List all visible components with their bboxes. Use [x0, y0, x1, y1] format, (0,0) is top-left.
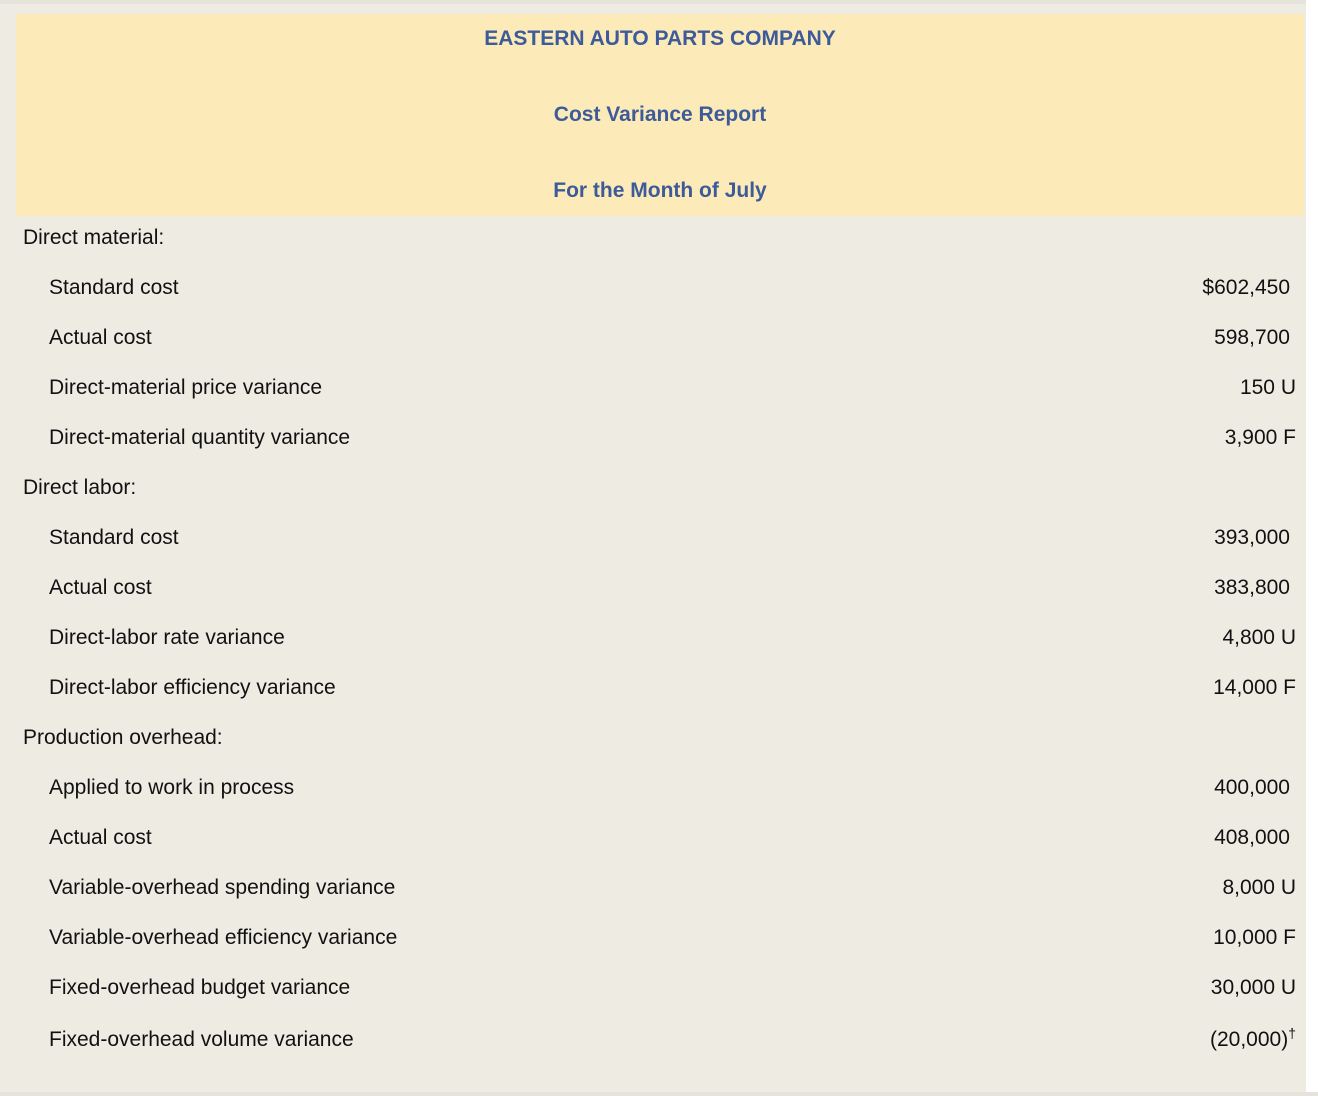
row-value: 598,700: [1214, 326, 1290, 349]
row-value: 8,000 U: [1222, 876, 1296, 899]
row-label: Actual cost: [49, 326, 152, 349]
table-row: [0, 826, 1306, 876]
row-label: Actual cost: [49, 826, 152, 849]
table-row: [0, 1025, 1306, 1078]
row-label: Variable-overhead efficiency variance: [49, 926, 398, 949]
report-header: [16, 14, 1304, 216]
row-value: 150 U: [1239, 376, 1296, 399]
section-label: Direct material:: [23, 226, 165, 249]
table-row: [0, 776, 1306, 826]
section-label: Direct labor:: [23, 476, 137, 499]
section-row-direct-material: [0, 226, 1306, 276]
table-row: [0, 676, 1306, 726]
row-label: Actual cost: [49, 576, 152, 599]
section-label: Production overhead:: [23, 726, 223, 749]
row-value: 30,000 U: [1210, 976, 1296, 999]
row-value-with-footnote: [1209, 1025, 1296, 1052]
row-label: Standard cost: [49, 526, 179, 549]
row-label: Standard cost: [49, 276, 179, 299]
row-value: 400,000: [1214, 776, 1290, 799]
table-row: [0, 576, 1306, 626]
row-value: (20,000): [1209, 1028, 1289, 1051]
row-value: 4,800 U: [1222, 626, 1296, 649]
table-row: [0, 876, 1306, 926]
row-label: Direct-labor rate variance: [49, 626, 285, 649]
report-title: Cost Variance Report: [553, 103, 767, 126]
row-value: 10,000 F: [1213, 926, 1296, 949]
table-row: [0, 276, 1306, 326]
table-row: [0, 926, 1306, 976]
table-row: [0, 626, 1306, 676]
row-value: $602,450: [1202, 276, 1290, 299]
row-label: Direct-labor efficiency variance: [49, 676, 336, 699]
section-row-direct-labor: [0, 476, 1306, 526]
row-value: 383,800: [1214, 576, 1290, 599]
company-name: EASTERN AUTO PARTS COMPANY: [484, 27, 836, 50]
section-row-production-overhead: [0, 726, 1306, 776]
row-value: 3,900 F: [1224, 426, 1296, 449]
table-row: [0, 376, 1306, 426]
row-label: Direct-material quantity variance: [49, 426, 351, 449]
report-period: For the Month of July: [553, 179, 767, 202]
dagger-footnote-mark: †: [1288, 1025, 1296, 1041]
table-row: [0, 426, 1306, 476]
row-label: Variable-overhead spending variance: [49, 876, 396, 899]
row-value: 393,000: [1214, 526, 1290, 549]
row-label: Direct-material price variance: [49, 376, 323, 399]
bottom-border: [0, 1092, 1318, 1096]
row-value: 14,000 F: [1213, 676, 1296, 699]
row-label: Fixed-overhead budget variance: [49, 976, 351, 999]
table-row: [0, 526, 1306, 576]
row-label: Applied to work in process: [49, 776, 295, 799]
table-row: [0, 326, 1306, 376]
row-label: Fixed-overhead volume variance: [49, 1028, 354, 1051]
row-value: 408,000: [1214, 826, 1290, 849]
table-row: [0, 976, 1306, 1026]
